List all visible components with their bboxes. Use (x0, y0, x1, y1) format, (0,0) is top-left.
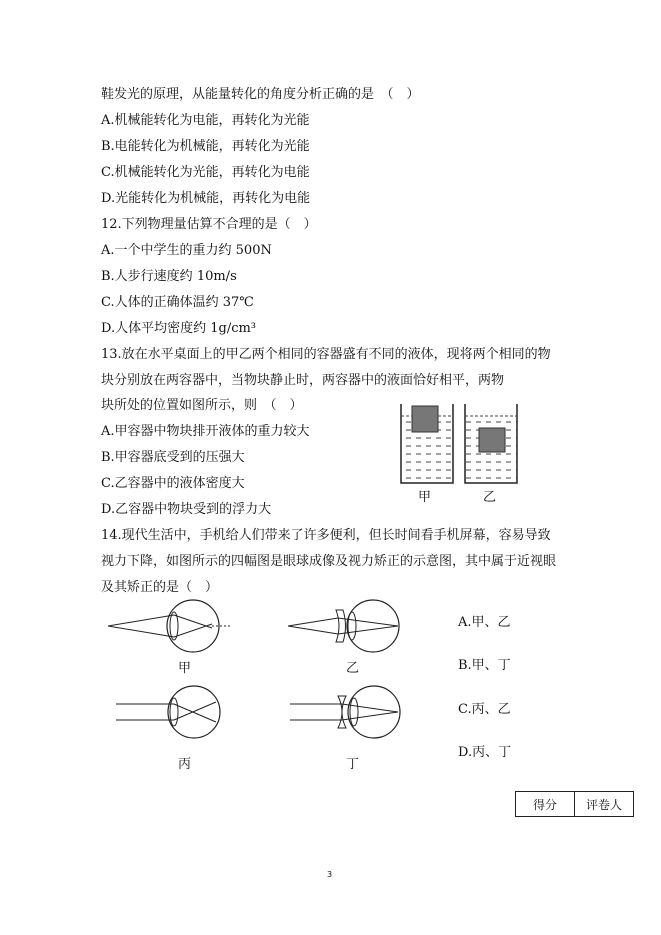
q11-option-a: A.机械能转化为电能，再转化为光能 (101, 113, 310, 128)
eye-label-ding: 丁 (346, 757, 360, 772)
q13-option-b: B.甲容器底受到的压强大 (101, 450, 245, 465)
eye-diagram-ding (290, 686, 400, 738)
eye-diagram-jia (108, 600, 230, 652)
q12-option-a: A.一个中学生的重力约 500N (101, 243, 272, 258)
q13-option-c: C.乙容器中的液体密度大 (101, 476, 245, 491)
q13-stem-line-2: 块分别放在两容器中，当物块静止时，两容器中的液面恰好相平，两物 (101, 373, 505, 388)
q11-option-b: B.电能转化为机械能，再转化为光能 (101, 139, 310, 154)
q13-option-a: A.甲容器中物块排开液体的重力较大 (101, 424, 310, 439)
q12-option-c: C.人体的正确体温约 37℃ (101, 295, 254, 310)
block-jia (412, 406, 438, 432)
q14-option-d: D.丙、丁 (458, 745, 512, 760)
container-figure (395, 402, 525, 504)
eye-label-yi: 乙 (346, 661, 360, 676)
q14-stem-line-3: 及其矫正的是（ ） (101, 580, 219, 595)
q14-stem-line-1: 14.现代生活中，手机给人们带来了许多便利，但长时间看手机屏幕，容易导致 (101, 528, 551, 543)
q11-option-d: D.光能转化为机械能，再转化为电能 (101, 191, 311, 206)
q12-option-b: B.人步行速度约 10m/s (101, 269, 237, 284)
container-label-jia: 甲 (418, 490, 432, 505)
eye-diagram-bing (116, 686, 220, 738)
q14-option-b: B.甲、丁 (458, 658, 511, 673)
q11-option-c: C.机械能转化为光能，再转化为电能 (101, 165, 310, 180)
q13-option-d: D.乙容器中物块受到的浮力大 (101, 502, 272, 517)
q13-stem-line-1: 13.放在水平桌面上的甲乙两个相同的容器盛有不同的液体，现将两个相同的物 (101, 347, 551, 362)
q11-stem: 鞋发光的原理，从能量转化的角度分析正确的是 （ ） (101, 87, 420, 102)
q14-option-a: A.甲、乙 (458, 615, 511, 630)
container-jia (401, 404, 453, 483)
q14-option-c: C.丙、乙 (458, 702, 511, 717)
grader-cell: 评卷人 (574, 792, 633, 816)
score-table (515, 791, 634, 817)
block-yi (479, 428, 505, 452)
q12-option-d: D.人体平均密度约 1g/cm³ (101, 321, 257, 336)
container-yi (465, 404, 517, 483)
q13-stem-line-3: 块所处的位置如图所示，则 （ ） (101, 398, 303, 413)
container-label-yi: 乙 (483, 490, 497, 505)
score-cell: 得分 (532, 797, 557, 812)
eye-diagram-yi (288, 600, 399, 652)
q14-stem-line-2: 视力下降，如图所示的四幅图是眼球成像及视力矫正的示意图，其中属于近视眼 (101, 554, 557, 569)
eye-label-bing: 丙 (178, 757, 192, 772)
eye-label-jia: 甲 (178, 661, 192, 676)
q12-stem: 12.下列物理量估算不合理的是（ ） (101, 217, 317, 232)
eye-diagrams (108, 598, 408, 778)
page-number: 3 (327, 870, 333, 879)
